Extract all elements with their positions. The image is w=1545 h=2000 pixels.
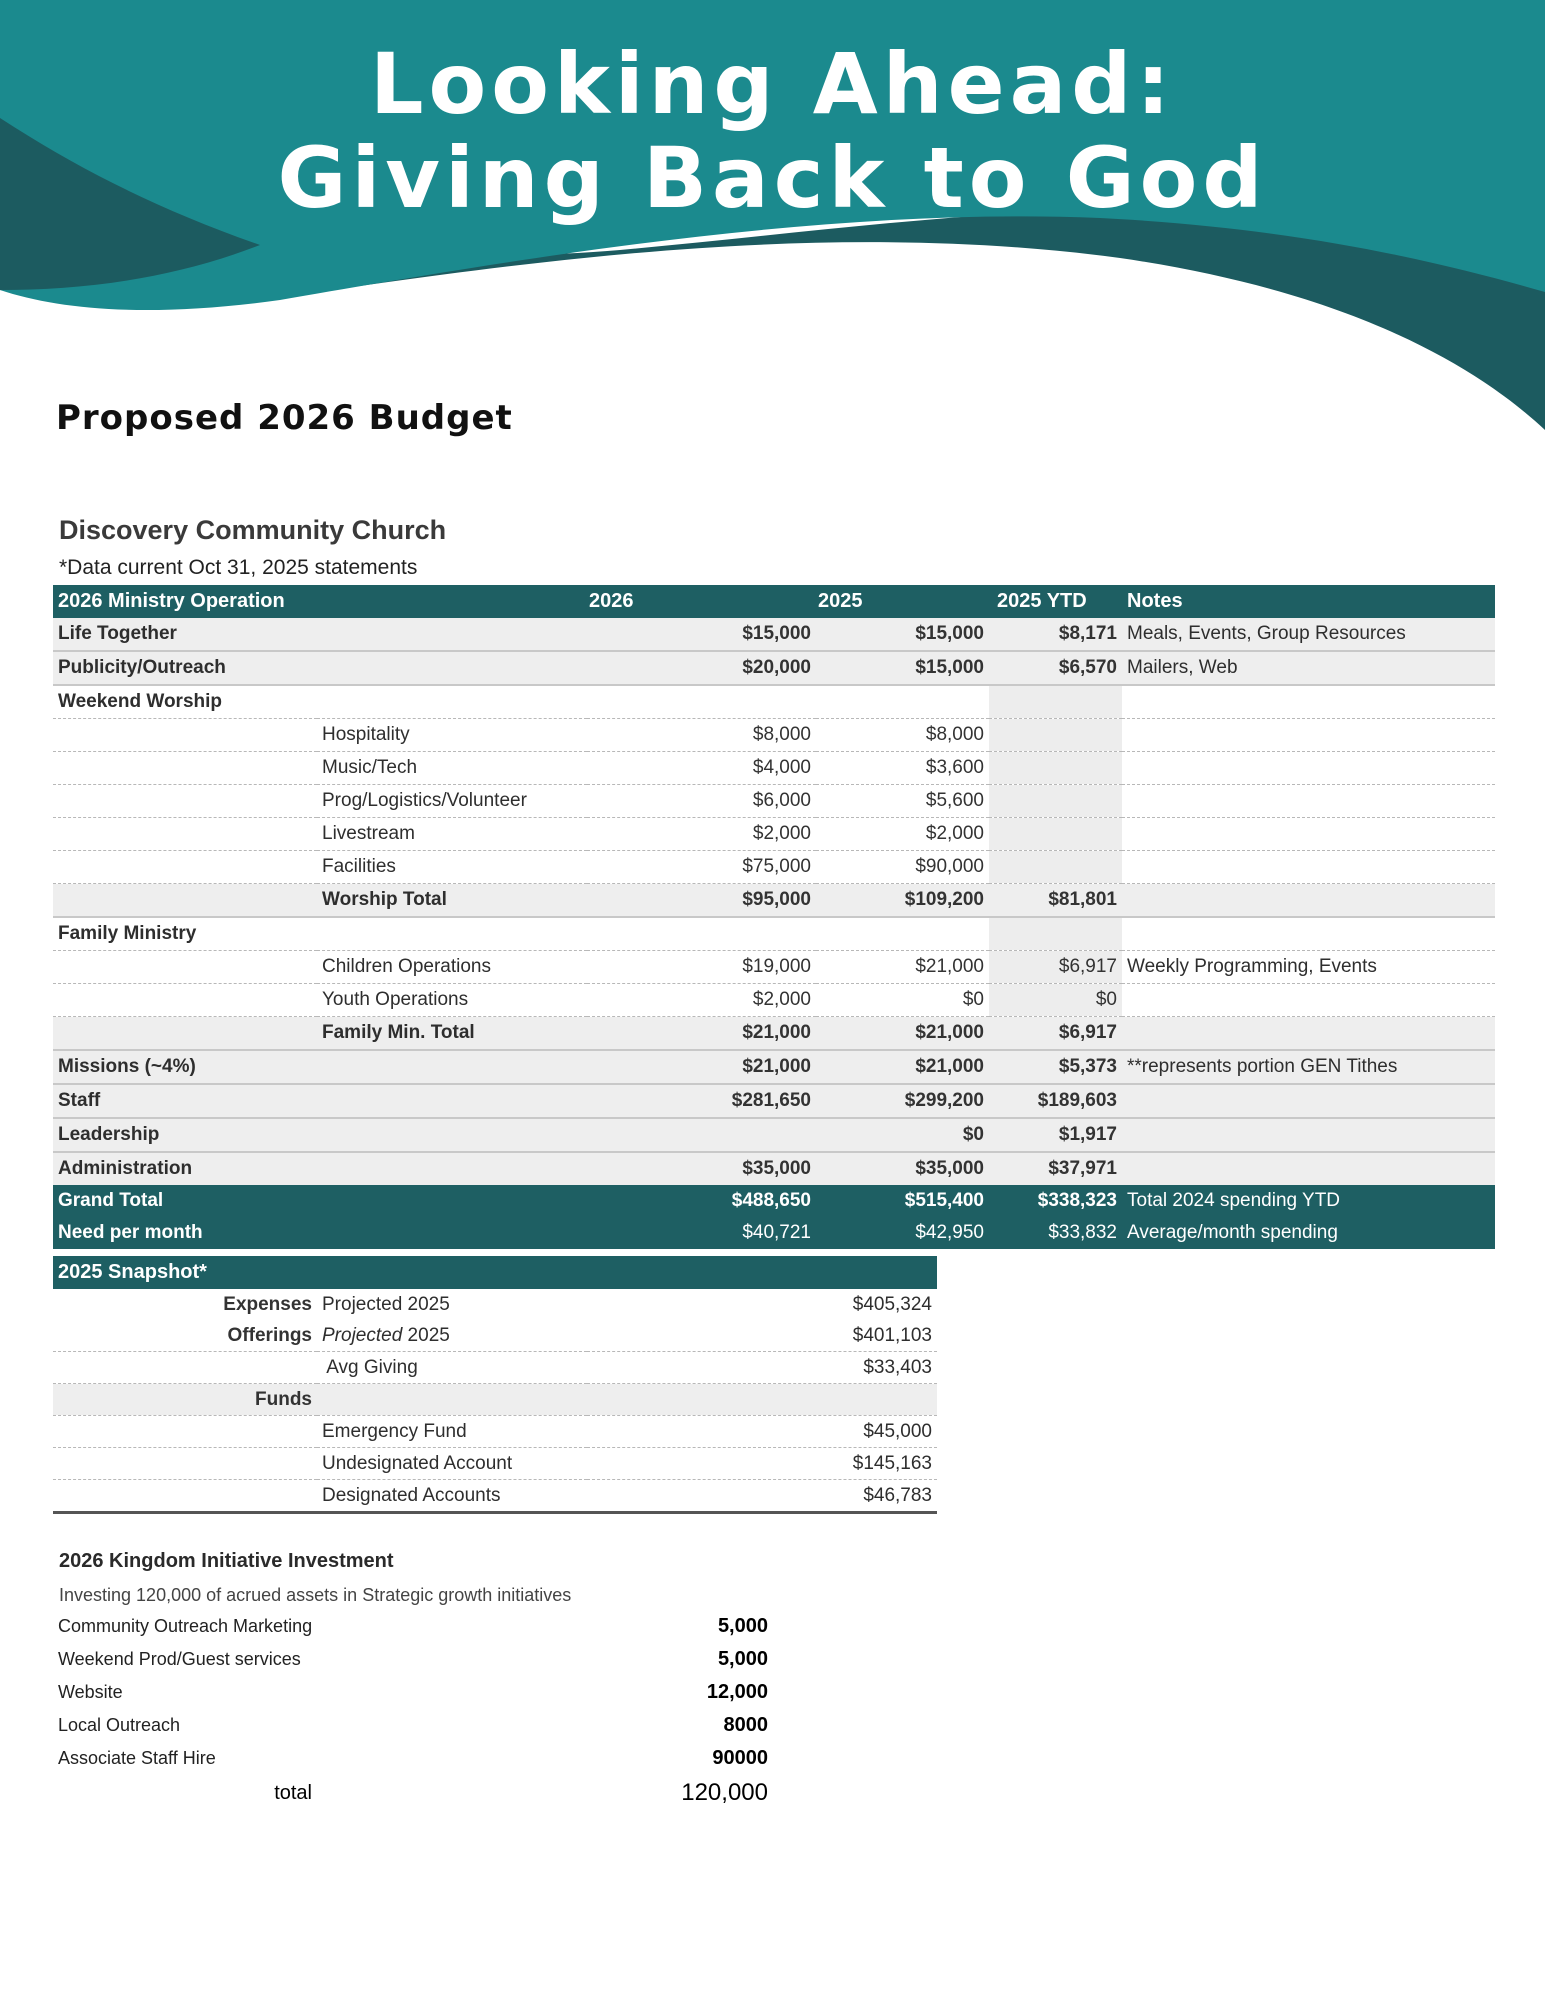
kingdom-item	[53, 1742, 773, 1775]
budget-row	[53, 1118, 1495, 1152]
budget-notes: **represents portion GEN Tithes	[1122, 1050, 1495, 1084]
budget-2025: $0	[816, 1118, 989, 1152]
budget-notes	[1122, 1118, 1495, 1152]
budget-subcategory	[317, 651, 587, 685]
budget-2026: $2,000	[587, 818, 816, 851]
budget-2026: $6,000	[587, 785, 816, 818]
budget-row	[53, 1217, 1495, 1249]
budget-subcategory: Children Operations	[317, 951, 587, 984]
budget-2025-ytd	[989, 719, 1122, 752]
budget-2026: $95,000	[587, 884, 816, 918]
hero-title-line1: Looking Ahead:	[370, 35, 1175, 133]
budget-2025: $15,000	[816, 618, 989, 651]
budget-notes	[1122, 851, 1495, 884]
budget-notes	[1122, 1084, 1495, 1118]
snapshot-desc	[317, 1384, 587, 1416]
budget-row	[53, 818, 1495, 851]
data-note: *Data current Oct 31, 2025 statements	[59, 556, 418, 579]
kingdom-item-value: 5,000	[717, 1648, 768, 1670]
kingdom-title: 2026 Kingdom Initiative Investment	[59, 1550, 394, 1572]
budget-2025-ytd: $1,917	[989, 1118, 1122, 1152]
budget-category	[53, 719, 317, 752]
budget-category	[53, 818, 317, 851]
budget-2026: $35,000	[587, 1152, 816, 1185]
kingdom-item	[53, 1643, 773, 1676]
budget-2025-ytd: $8,171	[989, 618, 1122, 651]
budget-notes	[1122, 685, 1495, 719]
budget-2026	[587, 685, 816, 719]
snapshot-header-row	[53, 1256, 937, 1289]
budget-category: Family Ministry	[53, 917, 317, 951]
snapshot-desc: Avg Giving	[317, 1352, 587, 1384]
budget-row	[53, 1084, 1495, 1118]
budget-2025: $2,000	[816, 818, 989, 851]
budget-2026: $4,000	[587, 752, 816, 785]
budget-subcategory: Music/Tech	[317, 752, 587, 785]
budget-row	[53, 752, 1495, 785]
kingdom-item	[53, 1676, 773, 1709]
header-2026: 2026	[587, 585, 816, 618]
budget-subcategory	[317, 1084, 587, 1118]
budget-category	[53, 1017, 317, 1051]
budget-category: Weekend Worship	[53, 685, 317, 719]
snapshot-value: $401,103	[587, 1320, 937, 1352]
budget-2025-ytd	[989, 917, 1122, 951]
kingdom-total-label: total	[274, 1781, 312, 1804]
budget-2025-ytd	[989, 752, 1122, 785]
kingdom-item-label: Community Outreach Marketing	[58, 1616, 313, 1636]
snapshot-header-blank	[317, 1256, 587, 1289]
budget-2025: $5,600	[816, 785, 989, 818]
budget-row	[53, 917, 1495, 951]
budget-2025: $299,200	[816, 1084, 989, 1118]
budget-row	[53, 851, 1495, 884]
budget-2025-ytd	[989, 785, 1122, 818]
budget-category: Grand Total	[53, 1185, 317, 1217]
kingdom-item-value: 8000	[723, 1714, 768, 1736]
budget-2025: $109,200	[816, 884, 989, 918]
snapshot-value: $145,163	[587, 1448, 937, 1480]
budget-2025-ytd	[989, 685, 1122, 719]
budget-category	[53, 984, 317, 1017]
budget-2025: $42,950	[816, 1217, 989, 1249]
header-2025-ytd: 2025 YTD	[989, 585, 1122, 618]
budget-row	[53, 685, 1495, 719]
budget-2025: $15,000	[816, 651, 989, 685]
snapshot-label: Offerings	[53, 1320, 317, 1352]
budget-subcategory	[317, 1152, 587, 1185]
snapshot-table	[53, 1256, 937, 1514]
budget-notes	[1122, 719, 1495, 752]
budget-2025: $8,000	[816, 719, 989, 752]
budget-row	[53, 785, 1495, 818]
budget-subcategory	[317, 618, 587, 651]
header-ministry: 2026 Ministry Operation	[53, 585, 317, 618]
budget-subcategory: Facilities	[317, 851, 587, 884]
budget-notes	[1122, 818, 1495, 851]
hero-title-line2: Giving Back to God	[277, 129, 1268, 227]
budget-2025: $21,000	[816, 1017, 989, 1051]
budget-2025: $3,600	[816, 752, 989, 785]
budget-2025-ytd: $6,917	[989, 951, 1122, 984]
budget-2026: $15,000	[587, 618, 816, 651]
budget-2026: $2,000	[587, 984, 816, 1017]
kingdom-item-value: 12,000	[706, 1681, 768, 1703]
budget-subcategory: Worship Total	[317, 884, 587, 918]
budget-2025-ytd: $37,971	[989, 1152, 1122, 1185]
snapshot-label: Expenses	[223, 1293, 312, 1315]
budget-row	[53, 1152, 1495, 1185]
budget-category: Leadership	[53, 1118, 317, 1152]
budget-notes: Meals, Events, Group Resources	[1122, 618, 1495, 651]
budget-2025: $35,000	[816, 1152, 989, 1185]
snapshot-value: $33,403	[587, 1352, 937, 1384]
snapshot-desc: Undesignated Account	[317, 1448, 587, 1480]
budget-2025: $21,000	[816, 1050, 989, 1084]
budget-2025: $0	[816, 984, 989, 1017]
budget-row	[53, 884, 1495, 918]
budget-2025: $90,000	[816, 851, 989, 884]
budget-subcategory	[317, 1217, 587, 1249]
budget-2025-ytd: $6,570	[989, 651, 1122, 685]
budget-2026: $20,000	[587, 651, 816, 685]
budget-2026	[587, 917, 816, 951]
snapshot-row	[53, 1289, 937, 1320]
budget-notes	[1122, 1152, 1495, 1185]
budget-2025	[816, 685, 989, 719]
snapshot-row	[53, 1448, 937, 1480]
budget-row	[53, 984, 1495, 1017]
snapshot-desc-rest: 2025	[402, 1324, 450, 1346]
budget-notes	[1122, 1017, 1495, 1051]
budget-2025-ytd: $81,801	[989, 884, 1122, 918]
budget-subcategory	[317, 1185, 587, 1217]
snapshot-desc: Designated Accounts	[317, 1480, 587, 1513]
budget-subcategory	[317, 1050, 587, 1084]
snapshot-row	[53, 1352, 937, 1384]
budget-table	[53, 585, 1495, 1249]
kingdom-item	[53, 1709, 773, 1742]
budget-row	[53, 1017, 1495, 1051]
kingdom-table	[53, 1610, 773, 1811]
budget-2025-ytd: $6,917	[989, 1017, 1122, 1051]
budget-row	[53, 1185, 1495, 1217]
kingdom-item-label: Website	[58, 1682, 123, 1702]
budget-notes	[1122, 752, 1495, 785]
budget-2025	[816, 917, 989, 951]
budget-2025: $21,000	[816, 951, 989, 984]
snapshot-desc-italic: Projected	[322, 1324, 403, 1346]
budget-2025-ytd: $5,373	[989, 1050, 1122, 1084]
budget-2026: $21,000	[587, 1017, 816, 1051]
kingdom-item-value: 90000	[712, 1747, 768, 1769]
budget-category	[53, 752, 317, 785]
budget-2025-ytd: $33,832	[989, 1217, 1122, 1249]
snapshot-label: Funds	[53, 1384, 317, 1416]
budget-notes: Mailers, Web	[1122, 651, 1495, 685]
header-2025: 2025	[816, 585, 989, 618]
kingdom-total-value: 120,000	[681, 1779, 768, 1806]
header-notes: Notes	[1122, 585, 1495, 618]
page-subtitle: Proposed 2026 Budget	[56, 398, 513, 438]
budget-2026: $21,000	[587, 1050, 816, 1084]
budget-category	[53, 785, 317, 818]
budget-2026: $40,721	[587, 1217, 816, 1249]
budget-notes	[1122, 884, 1495, 918]
budget-2025-ytd: $189,603	[989, 1084, 1122, 1118]
budget-header-row	[53, 585, 1495, 618]
kingdom-item-label: Weekend Prod/Guest services	[58, 1649, 301, 1669]
budget-notes	[1122, 917, 1495, 951]
snapshot-row	[53, 1416, 937, 1448]
snapshot-value: $46,783	[587, 1480, 937, 1513]
budget-2025-ytd: $0	[989, 984, 1122, 1017]
budget-subcategory: Livestream	[317, 818, 587, 851]
snapshot-value: $405,324	[852, 1293, 932, 1315]
budget-subcategory: Prog/Logistics/Volunteer	[317, 785, 587, 818]
budget-2025: $515,400	[816, 1185, 989, 1217]
budget-category: Administration	[53, 1152, 317, 1185]
snapshot-title: 2025 Snapshot*	[53, 1256, 317, 1289]
budget-notes: Total 2024 spending YTD	[1122, 1185, 1495, 1217]
snapshot-row	[53, 1480, 937, 1513]
kingdom-item-label: Associate Staff Hire	[58, 1748, 216, 1768]
kingdom-item-value: 5,000	[717, 1615, 768, 1637]
snapshot-label	[53, 1448, 317, 1480]
kingdom-subtitle: Investing 120,000 of acrued assets in Strategic growth initiatives	[59, 1585, 572, 1605]
budget-category: Missions (~4%)	[53, 1050, 317, 1084]
budget-notes	[1122, 984, 1495, 1017]
snapshot-desc: Emergency Fund	[317, 1416, 587, 1448]
budget-subcategory: Youth Operations	[317, 984, 587, 1017]
snapshot-label	[53, 1480, 317, 1513]
budget-2026: $488,650	[587, 1185, 816, 1217]
budget-category: Staff	[53, 1084, 317, 1118]
budget-2026: $19,000	[587, 951, 816, 984]
budget-2026	[587, 1118, 816, 1152]
kingdom-item-label: Local Outreach	[58, 1715, 181, 1735]
budget-subcategory: Hospitality	[317, 719, 587, 752]
budget-subcategory	[317, 685, 587, 719]
snapshot-desc	[317, 1320, 587, 1352]
snapshot-value: $45,000	[587, 1416, 937, 1448]
budget-row	[53, 651, 1495, 685]
kingdom-total-row	[53, 1775, 773, 1811]
budget-notes: Weekly Programming, Events	[1122, 951, 1495, 984]
snapshot-label	[53, 1416, 317, 1448]
budget-category: Need per month	[53, 1217, 317, 1249]
budget-notes	[1122, 785, 1495, 818]
kingdom-item	[53, 1610, 773, 1643]
budget-2026: $8,000	[587, 719, 816, 752]
snapshot-label	[53, 1352, 317, 1384]
budget-category	[53, 951, 317, 984]
church-name: Discovery Community Church	[59, 515, 447, 545]
snapshot-value	[587, 1384, 937, 1416]
budget-row	[53, 618, 1495, 651]
budget-category: Life Together	[53, 618, 317, 651]
budget-category: Publicity/Outreach	[53, 651, 317, 685]
snapshot-header-blank	[587, 1256, 937, 1289]
budget-row	[53, 1050, 1495, 1084]
budget-notes: Average/month spending	[1122, 1217, 1495, 1249]
budget-row	[53, 719, 1495, 752]
budget-2025-ytd	[989, 818, 1122, 851]
budget-subcategory	[317, 1118, 587, 1152]
budget-category	[53, 851, 317, 884]
snapshot-row	[53, 1320, 937, 1352]
kingdom-total-spacer	[317, 1775, 587, 1811]
budget-2026: $75,000	[587, 851, 816, 884]
budget-subcategory	[317, 917, 587, 951]
budget-row	[53, 951, 1495, 984]
budget-2026: $281,650	[587, 1084, 816, 1118]
snapshot-row	[53, 1384, 937, 1416]
budget-2025-ytd	[989, 851, 1122, 884]
header-blank	[317, 585, 587, 618]
budget-2025-ytd: $338,323	[989, 1185, 1122, 1217]
budget-subcategory: Family Min. Total	[317, 1017, 587, 1051]
snapshot-desc: Projected 2025	[322, 1293, 450, 1315]
budget-category	[53, 884, 317, 918]
